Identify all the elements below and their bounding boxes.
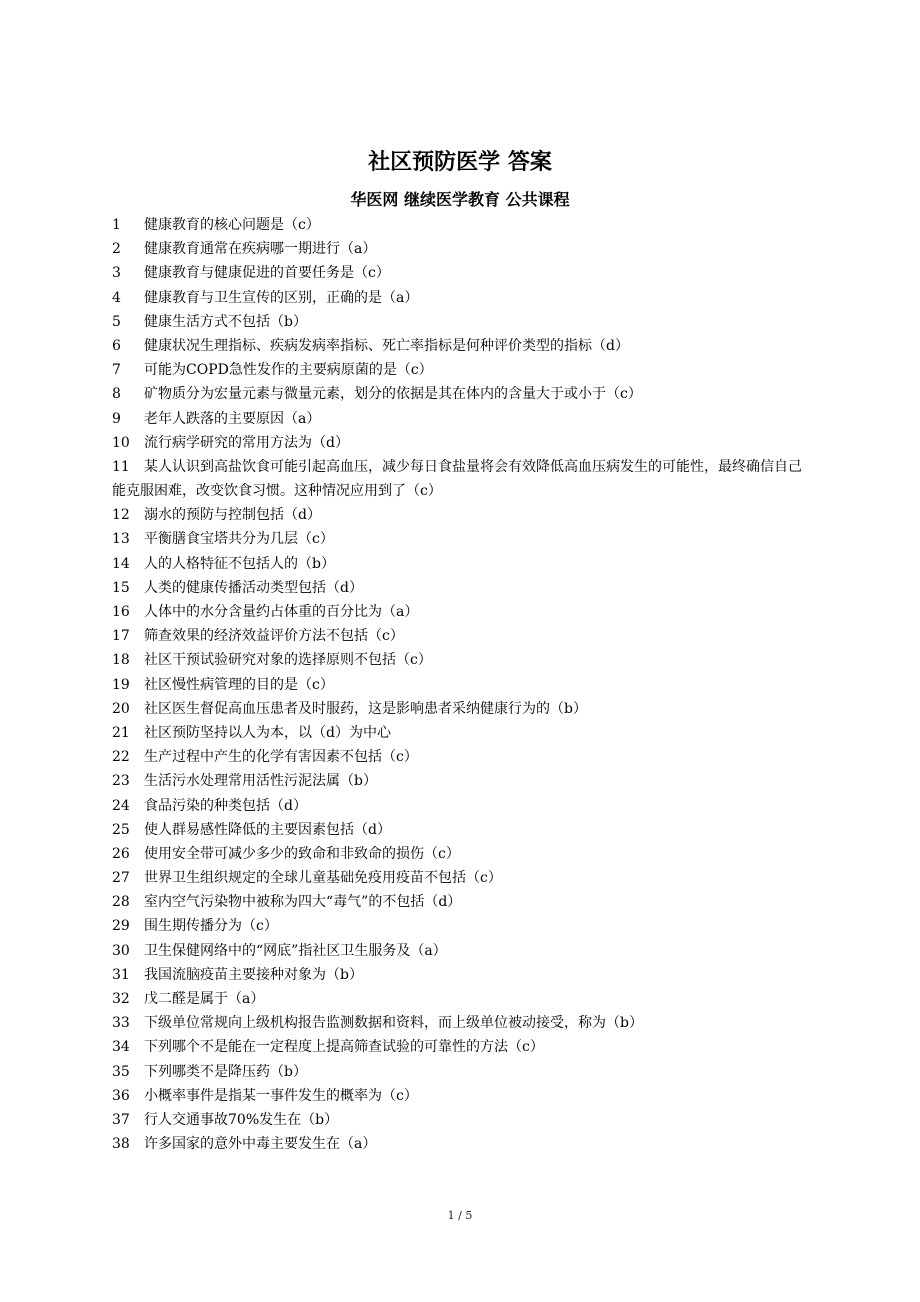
question-number: 7 <box>112 362 121 379</box>
question-item <box>112 987 812 1011</box>
question-number: 19 <box>112 676 130 693</box>
question-number: 15 <box>112 579 130 596</box>
question-item <box>112 358 812 382</box>
question-number: 22 <box>112 749 130 766</box>
document-title: 社区预防医学 答案 <box>368 150 552 175</box>
document-subtitle: 华医网 继续医学教育 公共课程 <box>350 190 570 209</box>
question-number: 36 <box>112 1087 130 1104</box>
question-text: 筛查效果的经济效益评价方法不包括（c） <box>144 628 404 645</box>
question-item <box>112 1011 812 1035</box>
question-number: 1 <box>112 217 121 233</box>
question-item <box>112 721 812 745</box>
question-text: 卫生保健网络中的“网底”指社区卫生服务及（a） <box>144 942 447 959</box>
question-number: 35 <box>112 1063 130 1080</box>
question-item <box>112 503 812 527</box>
question-number: 27 <box>112 870 130 887</box>
question-number: 3 <box>112 265 121 282</box>
question-text: 围生期传播分为（c） <box>144 918 278 935</box>
question-item <box>112 939 812 963</box>
question-item <box>112 431 812 455</box>
question-text: 行人交通事故70%发生在（b） <box>144 1111 339 1128</box>
question-text: 许多国家的意外中毒主要发生在（a） <box>144 1136 377 1153</box>
question-number: 11 <box>112 458 130 475</box>
question-item <box>112 237 812 261</box>
question-item <box>112 648 812 672</box>
question-item <box>112 697 812 721</box>
question-text: 世界卫生组织规定的全球儿童基础免疫用疫苗不包括（c） <box>144 870 502 887</box>
question-text: 人体中的水分含量约占体重的百分比为（a） <box>144 604 419 621</box>
question-text: 流行病学研究的常用方法为（d） <box>144 434 349 451</box>
question-text: 室内空气污染物中被称为四大“毒气”的不包括（d） <box>144 894 462 911</box>
question-number: 16 <box>112 604 130 621</box>
page-indicator: 1 / 5 <box>447 1209 473 1222</box>
question-item <box>112 261 812 285</box>
question-item <box>112 963 812 987</box>
question-text: 老年人跌落的主要原因（a） <box>144 410 321 427</box>
question-item <box>112 1084 812 1108</box>
question-text: 社区干预试验研究对象的选择原则不包括（c） <box>144 652 432 669</box>
question-item <box>112 769 812 793</box>
question-text: 矿物质分为宏量元素与微量元素，划分的依据是其在体内的含量大于或小于（c） <box>144 386 642 403</box>
question-item <box>112 334 812 358</box>
question-number: 13 <box>112 531 130 548</box>
question-list <box>112 213 812 1156</box>
question-number: 26 <box>112 845 130 862</box>
question-item <box>112 818 812 842</box>
question-text: 健康生活方式不包括（b） <box>144 313 307 330</box>
question-text: 健康教育与健康促进的首要任务是（c） <box>144 265 390 282</box>
question-number: 17 <box>112 628 130 645</box>
question-text: 可能为COPD急性发作的主要病原菌的是（c） <box>144 362 433 379</box>
question-number: 21 <box>112 724 130 741</box>
question-item <box>112 890 812 914</box>
question-text: 生活污水处理常用活性污泥法属（b） <box>144 773 377 790</box>
question-text: 健康教育的核心问题是（c） <box>144 217 320 233</box>
question-number: 9 <box>112 410 121 427</box>
question-item <box>112 914 812 938</box>
question-text: 健康教育通常在疾病哪一期进行（a） <box>144 241 377 258</box>
question-number: 34 <box>112 1039 130 1056</box>
question-item <box>112 382 812 406</box>
question-text: 下列哪个不是能在一定程度上提高筛查试验的可靠性的方法（c） <box>144 1039 544 1056</box>
question-number: 25 <box>112 821 130 838</box>
question-number: 23 <box>112 773 130 790</box>
question-text: 人的人格特征不包括人的（b） <box>144 555 335 572</box>
question-item <box>112 745 812 769</box>
question-number: 24 <box>112 797 130 814</box>
question-number: 8 <box>112 386 121 403</box>
question-item <box>112 624 812 648</box>
question-number: 31 <box>112 966 130 983</box>
question-text: 社区慢性病管理的目的是（c） <box>144 676 334 693</box>
question-item <box>112 842 812 866</box>
question-item <box>112 552 812 576</box>
question-number: 2 <box>112 241 121 258</box>
question-item <box>112 1060 812 1084</box>
question-text: 溺水的预防与控制包括（d） <box>144 507 321 524</box>
question-number: 18 <box>112 652 130 669</box>
question-text: 社区医生督促高血压患者及时服药，这是影响患者采纳健康行为的（b） <box>144 700 587 717</box>
question-number: 6 <box>112 337 121 354</box>
question-item <box>112 673 812 697</box>
question-item <box>112 600 812 624</box>
question-text: 戊二醛是属于（a） <box>144 991 265 1008</box>
question-number: 33 <box>112 1015 130 1032</box>
question-text: 我国流脑疫苗主要接种对象为（b） <box>144 966 363 983</box>
question-number: 30 <box>112 942 130 959</box>
question-text: 食品污染的种类包括（d） <box>144 797 307 814</box>
question-item <box>112 1132 812 1156</box>
question-number: 38 <box>112 1136 130 1153</box>
question-item <box>112 527 812 551</box>
question-number: 37 <box>112 1111 130 1128</box>
question-text: 下列哪类不是降压药（b） <box>144 1063 307 1080</box>
question-text: 健康教育与卫生宣传的区别，正确的是（a） <box>144 289 419 306</box>
question-item <box>112 794 812 818</box>
question-number: 14 <box>112 555 130 572</box>
question-item <box>112 1035 812 1059</box>
question-text: 社区预防坚持以人为本，以（d）为中心 <box>144 724 391 741</box>
question-text: 使用安全带可减少多少的致命和非致命的损伤（c） <box>144 845 460 862</box>
question-text: 人类的健康传播活动类型包括（d） <box>144 579 363 596</box>
question-text: 小概率事件是指某一事件发生的概率为（c） <box>144 1087 418 1104</box>
question-text: 健康状况生理指标、疾病发病率指标、死亡率指标是何种评价类型的指标（d） <box>144 337 629 354</box>
question-number: 12 <box>112 507 130 524</box>
question-item <box>112 1108 812 1132</box>
question-item <box>112 407 812 431</box>
question-number: 10 <box>112 434 130 451</box>
question-text: 生产过程中产生的化学有害因素不包括（c） <box>144 749 418 766</box>
question-number: 32 <box>112 991 130 1008</box>
question-item <box>112 286 812 310</box>
question-text: 某人认识到高盐饮食可能引起高血压，减少每日食盐量将会有效降低高血压病发生的可能性，最终确信自己能克服困难，改变饮食习惯。这种情况应用到了（c） <box>112 458 802 500</box>
question-text: 平衡膳食宝塔共分为几层（c） <box>144 531 334 548</box>
question-item <box>112 213 812 237</box>
question-text: 下级单位常规向上级机构报告监测数据和资料，而上级单位被动接受，称为（b） <box>144 1015 643 1032</box>
question-number: 4 <box>112 289 121 306</box>
question-item <box>112 866 812 890</box>
question-item <box>112 310 812 334</box>
question-text: 使人群易感性降低的主要因素包括（d） <box>144 821 391 838</box>
question-item <box>112 576 812 600</box>
question-number: 5 <box>112 313 121 330</box>
question-number: 28 <box>112 894 130 911</box>
question-number: 20 <box>112 700 130 717</box>
question-item <box>112 455 812 503</box>
question-number: 29 <box>112 918 130 935</box>
